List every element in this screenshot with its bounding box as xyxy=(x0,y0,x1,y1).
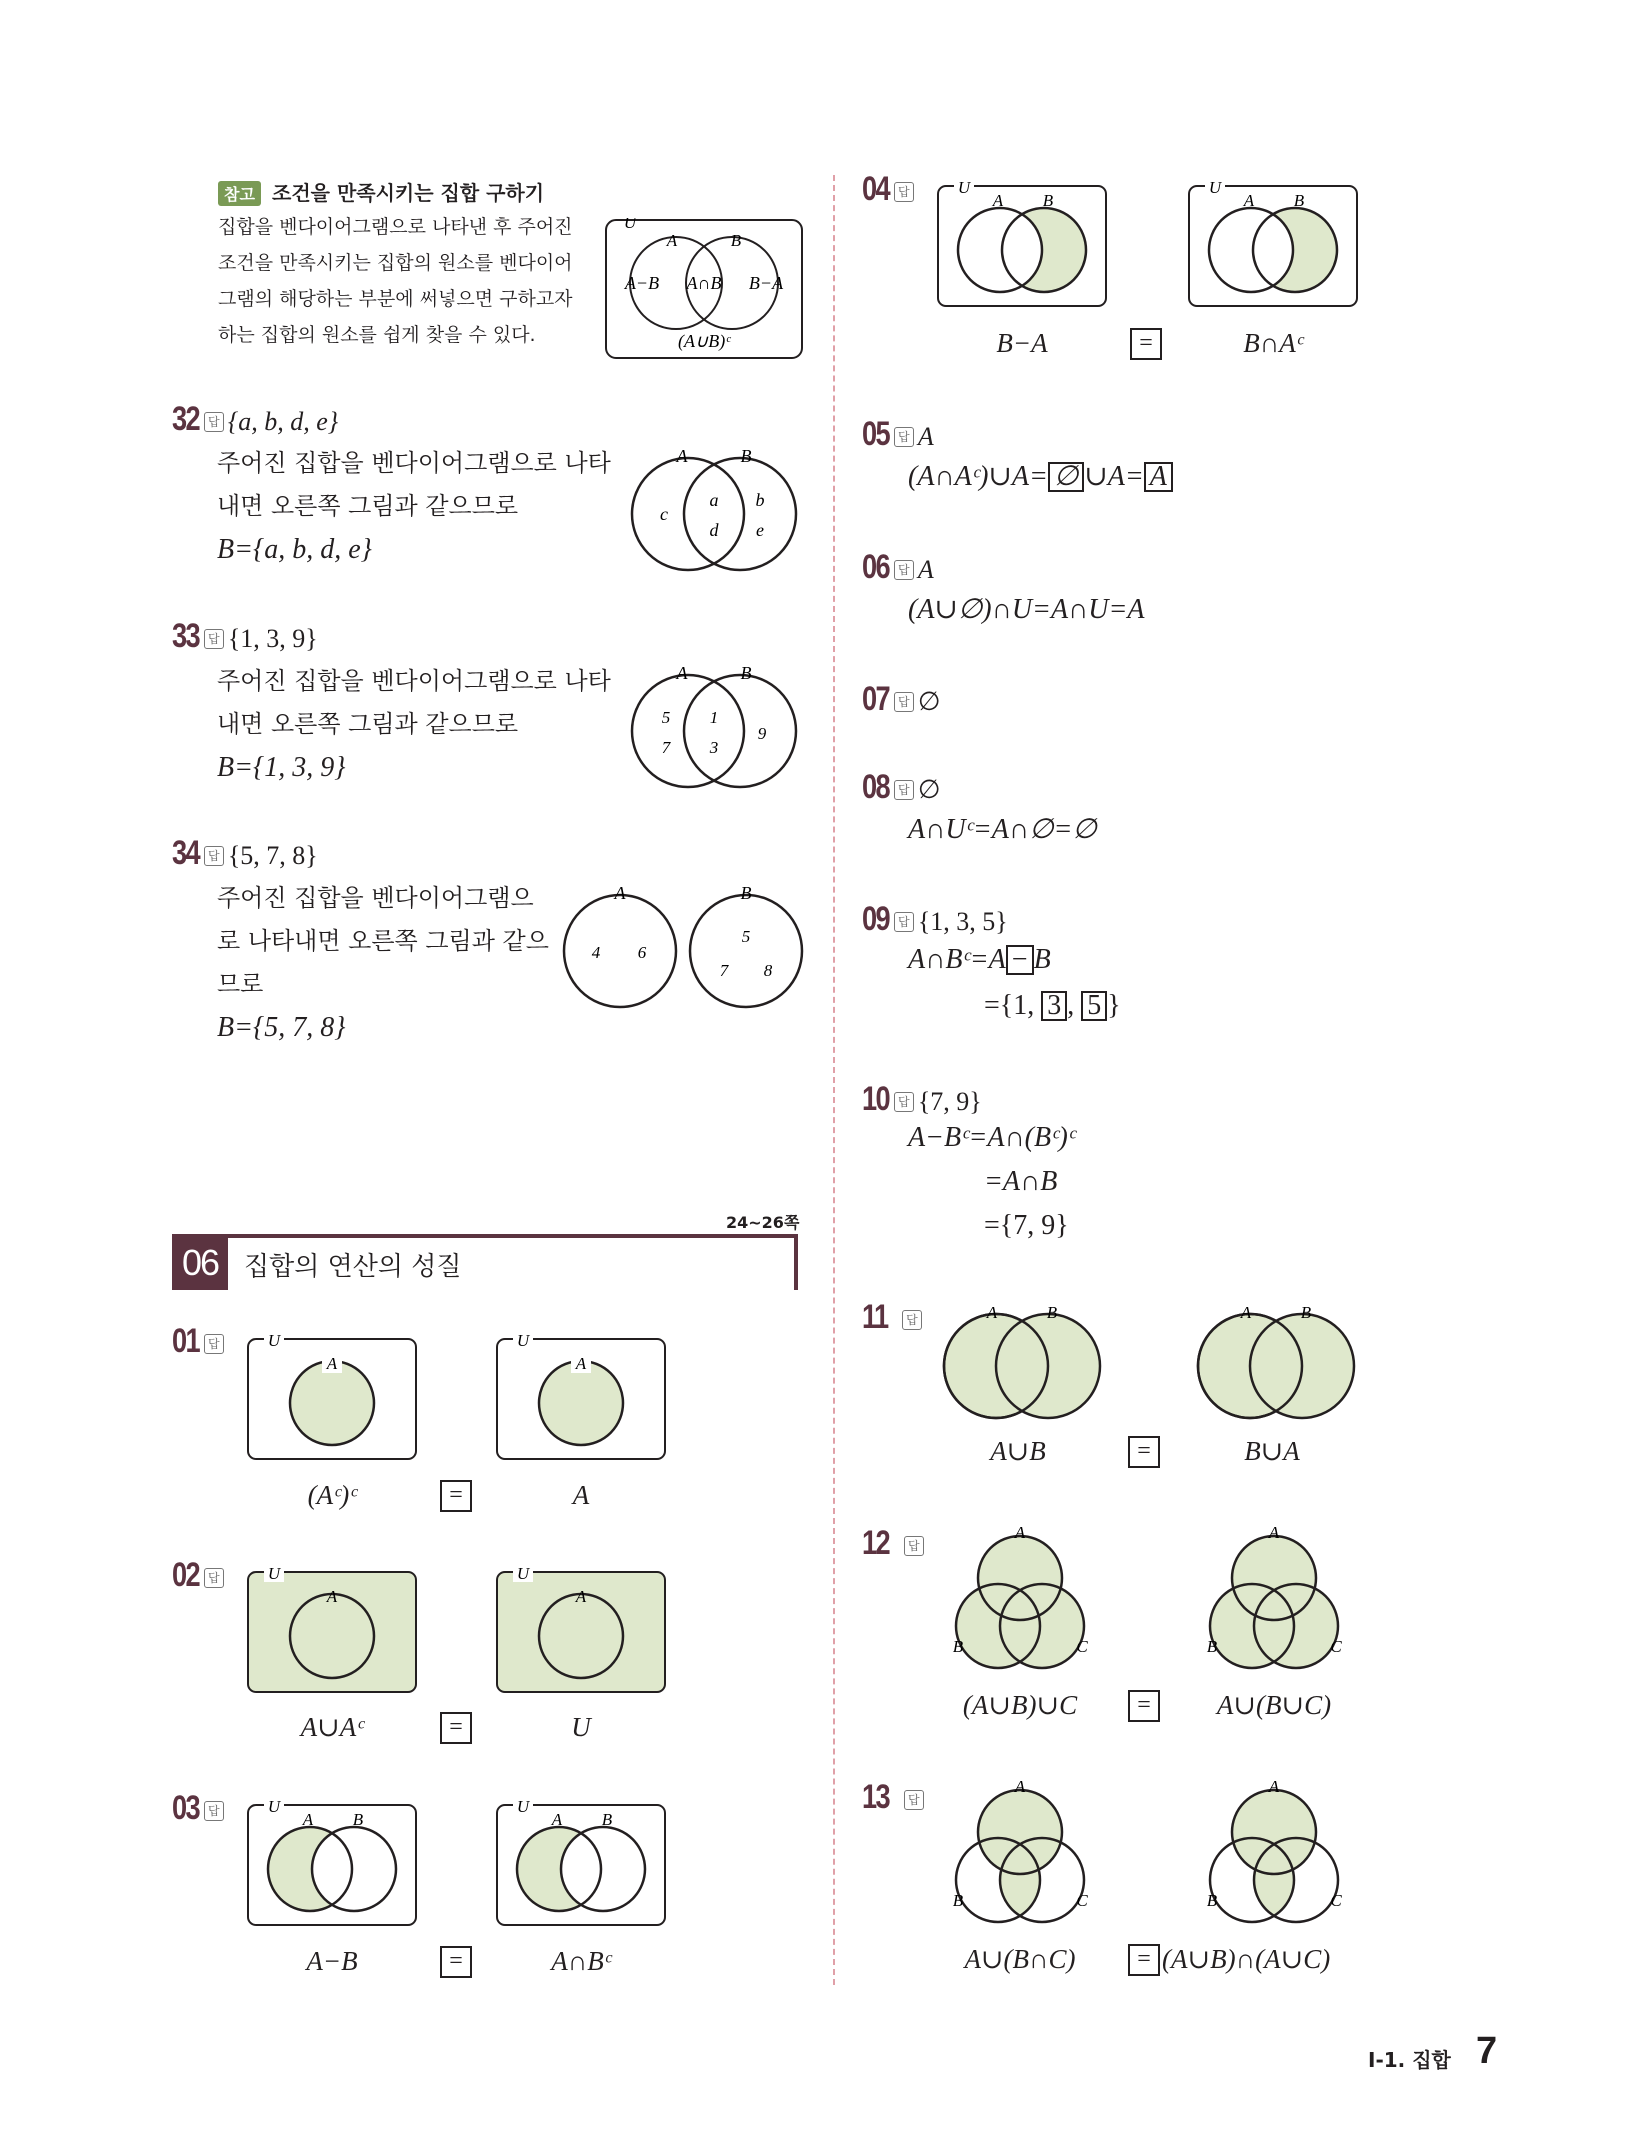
set-b-label: B xyxy=(730,231,742,250)
answer-icon: 답 xyxy=(204,1801,224,1821)
problem-number: 11 xyxy=(862,1298,888,1336)
region-right: B−A xyxy=(748,273,784,293)
body-line: 주어진 집합을 벤다이어그램으 xyxy=(217,884,534,912)
problem-09-line1 xyxy=(908,944,1051,976)
venn-12-right xyxy=(1194,1526,1354,1686)
problem-number: 05 xyxy=(862,415,890,453)
problem-33 xyxy=(172,617,592,656)
note-line: 조건을 만족시키는 집합의 원소를 벤다이어 xyxy=(218,252,573,274)
body-line: B={1, 3, 9} xyxy=(217,752,346,783)
column-divider xyxy=(833,175,835,1985)
page-number: 7 xyxy=(1476,2030,1498,2072)
body-line: 주어진 집합을 벤다이어그램으로 나타 xyxy=(217,667,611,695)
problem-05 xyxy=(862,415,934,454)
problem-number: 32 xyxy=(172,400,200,438)
svg-text:A: A xyxy=(302,1810,314,1829)
problem-07 xyxy=(862,680,940,719)
note-body xyxy=(218,209,573,353)
math-text: ={1, xyxy=(984,990,1042,1021)
answer-text: {1, 3, 5} xyxy=(917,907,1008,936)
svg-text:U: U xyxy=(957,178,971,197)
answer-icon: 답 xyxy=(904,1790,924,1810)
math-line: (A∪∅)∩U=A∩U=A xyxy=(908,594,1145,625)
svg-text:A: A xyxy=(326,1354,338,1373)
svg-text:B: B xyxy=(1042,191,1054,210)
problem-08 xyxy=(862,768,940,807)
problem-01 xyxy=(172,1322,224,1361)
math-text: B xyxy=(1033,944,1051,975)
note-line: 그램의 해당하는 부분에 써넣으면 구하고자 xyxy=(218,288,573,310)
venn-04-right xyxy=(1187,174,1363,310)
answer-icon: 답 xyxy=(894,560,914,580)
element: 5 xyxy=(661,708,671,727)
problem-12 xyxy=(862,1524,924,1563)
element: 6 xyxy=(637,943,647,962)
problem-06 xyxy=(862,548,934,587)
set-a-label: A xyxy=(614,885,626,903)
note-badge: 참고 xyxy=(218,181,261,206)
blank-box: ∅ xyxy=(1048,462,1084,492)
problem-number: 13 xyxy=(862,1778,890,1816)
problem-32-body xyxy=(217,442,611,571)
element: a xyxy=(709,490,719,510)
caption-right: B∩Aᶜ xyxy=(1243,328,1303,358)
element: 8 xyxy=(763,961,773,980)
problem-number: 03 xyxy=(172,1789,200,1827)
svg-text:C: C xyxy=(1076,1891,1088,1910)
math-text: ∪A= xyxy=(1084,461,1144,492)
svg-text:A: A xyxy=(575,1354,587,1373)
problem-09-line2 xyxy=(984,990,1121,1022)
element: 4 xyxy=(591,943,601,962)
problem-11 xyxy=(862,1298,922,1337)
equals-sign: = xyxy=(1130,328,1162,360)
problem-03 xyxy=(172,1789,224,1828)
body-line: 내면 오른쪽 그림과 같으므로 xyxy=(217,710,519,738)
element: d xyxy=(709,520,719,540)
svg-text:A: A xyxy=(1014,1780,1026,1796)
answer-text: {5, 7, 8} xyxy=(227,841,318,870)
answer-icon: 답 xyxy=(902,1310,922,1330)
svg-text:C: C xyxy=(1330,1637,1342,1656)
answer-icon: 답 xyxy=(204,1568,224,1588)
problem-33-body xyxy=(217,660,611,789)
svg-text:C: C xyxy=(1076,1637,1088,1656)
venn-13-left xyxy=(940,1780,1100,1940)
problem-32 xyxy=(172,400,592,439)
problem-10 xyxy=(862,1080,982,1119)
caption-right: A∪(B∪C) xyxy=(1216,1690,1332,1720)
math-line: A−Bᶜ=A∩(Bᶜ)ᶜ xyxy=(908,1122,1076,1153)
body-line: B={5, 7, 8} xyxy=(217,1012,346,1043)
caption-right: (A∪B)∩(A∪C) xyxy=(1162,1944,1331,1974)
svg-text:B: B xyxy=(952,1891,964,1910)
svg-text:B: B xyxy=(601,1810,613,1829)
svg-text:U: U xyxy=(267,1564,281,1583)
element: b xyxy=(755,490,765,510)
element: e xyxy=(756,520,764,540)
caption-left: B−A xyxy=(996,328,1048,358)
body-line: 내면 오른쪽 그림과 같으므로 xyxy=(217,492,519,520)
venn-32 xyxy=(622,448,806,574)
venn-04-left xyxy=(936,174,1112,310)
equals-sign: = xyxy=(440,1480,472,1512)
svg-text:A: A xyxy=(986,1303,998,1322)
region-left: A−B xyxy=(624,273,660,293)
set-a-label: A xyxy=(676,665,688,683)
region-middle: A∩B xyxy=(686,273,722,293)
body-line: B={a, b, d, e} xyxy=(217,534,372,565)
section-pages: 24~26쪽 xyxy=(726,1213,800,1232)
problem-34-body xyxy=(217,877,549,1049)
answer-icon: 답 xyxy=(894,427,914,447)
caption-right: A xyxy=(572,1480,590,1510)
caption-right: B∪A xyxy=(1244,1436,1300,1466)
caption-left: A−B xyxy=(306,1946,358,1976)
set-a-label: A xyxy=(676,448,688,466)
problem-number: 04 xyxy=(862,170,890,208)
footer-chapter: Ⅰ-1. 집합 xyxy=(1368,2048,1451,2072)
svg-text:A: A xyxy=(1268,1526,1280,1542)
venn-03-left xyxy=(246,1793,418,1929)
equals-box xyxy=(440,1480,472,1512)
svg-text:A: A xyxy=(326,1587,338,1606)
answer-icon: 답 xyxy=(894,912,914,932)
answer-icon: 답 xyxy=(204,1334,224,1354)
element: 1 xyxy=(709,708,719,727)
note-line: 하는 집합의 원소를 쉽게 찾을 수 있다. xyxy=(218,324,536,346)
svg-text:U: U xyxy=(516,1797,530,1816)
svg-text:A: A xyxy=(1014,1526,1026,1542)
note-title: 조건을 만족시키는 집합 구하기 xyxy=(272,181,545,205)
answer-text: A xyxy=(917,555,934,584)
svg-text:U: U xyxy=(1208,178,1222,197)
set-b-label: B xyxy=(740,885,752,903)
math-line: A∩Uᶜ=A∩∅=∅ xyxy=(908,814,1097,845)
answer-icon: 답 xyxy=(894,780,914,800)
answer-text: A xyxy=(917,422,934,451)
svg-text:C: C xyxy=(1330,1891,1342,1910)
answer-icon: 답 xyxy=(894,1092,914,1112)
equals-sign: = xyxy=(1128,1436,1160,1468)
equals-box xyxy=(1128,1944,1160,1976)
svg-text:B: B xyxy=(1206,1637,1218,1656)
blank-box: A xyxy=(1144,462,1173,492)
svg-text:B: B xyxy=(1206,1891,1218,1910)
problem-34 xyxy=(172,834,592,873)
svg-text:B: B xyxy=(1046,1303,1058,1322)
venn-02-left xyxy=(246,1560,418,1696)
problem-05-work xyxy=(908,459,1173,493)
body-line: 므로 xyxy=(217,970,264,998)
set-a-label: A xyxy=(666,231,678,250)
problem-number: 10 xyxy=(862,1080,890,1118)
caption-left: A∪Aᶜ xyxy=(300,1712,364,1742)
equals-box xyxy=(1128,1436,1160,1468)
equals-sign: = xyxy=(1128,1944,1160,1976)
note-header xyxy=(218,177,544,206)
svg-text:A: A xyxy=(1243,191,1255,210)
svg-text:A: A xyxy=(551,1810,563,1829)
svg-text:A: A xyxy=(992,191,1004,210)
venn-11-right xyxy=(1186,1300,1366,1424)
math-text: (A∩Aᶜ)∪A= xyxy=(908,461,1048,492)
caption-left: A∪B xyxy=(990,1436,1046,1466)
answer-icon: 답 xyxy=(204,846,224,866)
problem-number: 33 xyxy=(172,617,200,655)
equals-sign: = xyxy=(440,1712,472,1744)
problem-09 xyxy=(862,900,1008,939)
blank-box: 3 xyxy=(1041,991,1067,1021)
equals-box xyxy=(1128,1690,1160,1722)
svg-text:B: B xyxy=(1300,1303,1312,1322)
svg-text:U: U xyxy=(267,1797,281,1816)
equals-sign: = xyxy=(1128,1690,1160,1722)
venn-03-right xyxy=(495,1793,667,1929)
answer-icon: 답 xyxy=(894,692,914,712)
caption-left: A∪(B∩C) xyxy=(964,1944,1076,1974)
answer-icon: 답 xyxy=(904,1536,924,1556)
answer-text: {a, b, d, e} xyxy=(227,407,339,436)
note-venn-diagram xyxy=(604,218,804,360)
math-text: } xyxy=(1107,990,1121,1021)
region-outside: (A∪B)ᶜ xyxy=(678,331,730,351)
answer-text: {7, 9} xyxy=(917,1087,982,1116)
problem-number: 01 xyxy=(172,1322,200,1360)
section-header xyxy=(172,1234,798,1290)
problem-04 xyxy=(862,170,914,209)
equals-box xyxy=(440,1712,472,1744)
element: 5 xyxy=(741,927,751,946)
caption-right: U xyxy=(571,1712,591,1742)
answer-text: ∅ xyxy=(917,775,941,804)
problem-number: 06 xyxy=(862,548,890,586)
venn-12-left xyxy=(940,1526,1100,1686)
venn-11-left xyxy=(932,1300,1112,1424)
svg-text:U: U xyxy=(516,1331,530,1350)
body-line: 주어진 집합을 벤다이어그램으로 나타 xyxy=(217,449,611,477)
set-b-label: B xyxy=(740,448,752,466)
svg-text:B: B xyxy=(1293,191,1305,210)
venn-34 xyxy=(560,885,810,1011)
universal-label: U xyxy=(623,218,637,232)
blank-box: 5 xyxy=(1081,991,1107,1021)
caption-right: A∩Bᶜ xyxy=(551,1946,611,1976)
caption-left: (Aᶜ)ᶜ xyxy=(307,1480,357,1510)
answer-icon: 답 xyxy=(204,629,224,649)
svg-text:B: B xyxy=(352,1810,364,1829)
answer-icon: 답 xyxy=(204,412,224,432)
problem-number: 08 xyxy=(862,768,890,806)
set-b-label: B xyxy=(740,665,752,683)
note-line: 집합을 벤다이어그램으로 나타낸 후 주어진 xyxy=(218,216,573,238)
problem-number: 12 xyxy=(862,1524,890,1562)
svg-text:B: B xyxy=(952,1637,964,1656)
problem-02 xyxy=(172,1556,224,1595)
svg-text:A: A xyxy=(1268,1780,1280,1796)
math-text: A∩Bᶜ=A xyxy=(908,944,1006,975)
section-title: 집합의 연산의 성질 xyxy=(244,1252,462,1282)
answer-text: {1, 3, 9} xyxy=(227,624,318,653)
math-line: ={7, 9} xyxy=(984,1210,1069,1241)
answer-text: ∅ xyxy=(917,687,941,716)
venn-02-right xyxy=(495,1560,667,1696)
problem-number: 09 xyxy=(862,900,890,938)
problem-number: 07 xyxy=(862,680,890,718)
equals-sign: = xyxy=(440,1946,472,1978)
svg-text:U: U xyxy=(267,1331,281,1350)
section-number: 06 xyxy=(172,1234,228,1290)
element: 9 xyxy=(757,724,767,743)
problem-number: 02 xyxy=(172,1556,200,1594)
equals-box xyxy=(1130,328,1162,360)
venn-13-right xyxy=(1194,1780,1354,1940)
problem-13 xyxy=(862,1778,924,1817)
venn-33 xyxy=(622,665,806,791)
venn-01-left xyxy=(246,1327,418,1463)
equals-box xyxy=(440,1946,472,1978)
math-line: =A∩B xyxy=(984,1166,1058,1197)
element: c xyxy=(660,504,668,524)
element: 3 xyxy=(709,738,719,757)
blank-box: − xyxy=(1006,945,1034,975)
problem-number: 34 xyxy=(172,834,200,872)
math-text: , xyxy=(1067,990,1082,1021)
element: 7 xyxy=(661,738,671,757)
svg-text:A: A xyxy=(575,1587,587,1606)
body-line: 로 나타내면 오른쪽 그림과 같으 xyxy=(217,927,549,955)
answer-icon: 답 xyxy=(894,182,914,202)
svg-text:A: A xyxy=(1240,1303,1252,1322)
venn-01-right xyxy=(495,1327,667,1463)
caption-left: (A∪B)∪C xyxy=(962,1690,1078,1720)
element: 7 xyxy=(719,961,729,980)
svg-text:U: U xyxy=(516,1564,530,1583)
